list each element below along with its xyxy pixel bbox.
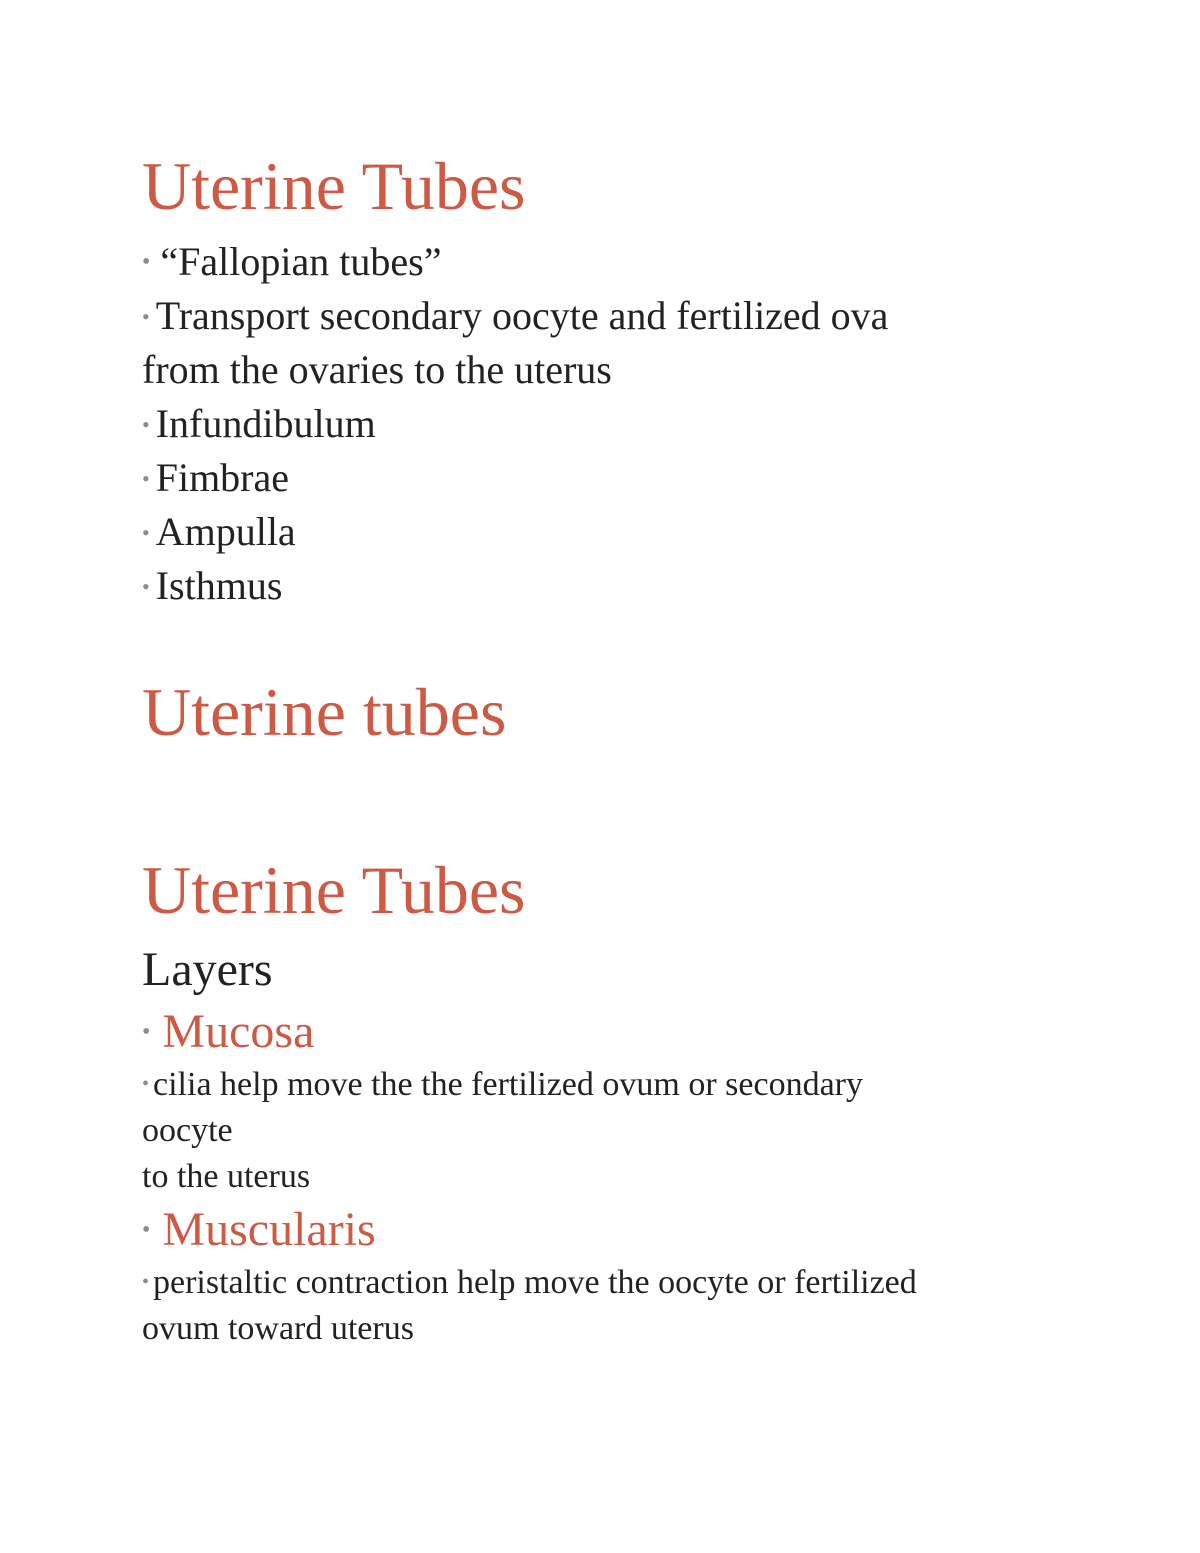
bullet-icon: • — [142, 1073, 150, 1096]
list-item — [142, 293, 889, 338]
mucosa-label: Mucosa — [162, 1005, 315, 1058]
muscularis-detail-continuation: ovum toward uterus — [142, 1310, 414, 1347]
list-item — [142, 509, 296, 554]
list-item — [142, 239, 442, 284]
bullet-icon: • — [142, 411, 150, 437]
list-item-text: Isthmus — [155, 563, 283, 608]
list-item — [142, 563, 283, 608]
list-item — [142, 455, 290, 500]
mucosa-detail-continuation: oocyte — [142, 1112, 233, 1149]
bullet-icon: • — [142, 573, 150, 599]
slide3-title: Uterine Tubes — [142, 852, 526, 928]
bullet-icon: • — [142, 465, 150, 491]
list-item-continuation: from the ovaries to the uterus — [142, 347, 612, 392]
list-item-text: Fimbrae — [155, 455, 290, 500]
list-item-text: “Fallopian tubes” — [160, 239, 442, 284]
mucosa-heading — [142, 1005, 315, 1058]
muscularis-detail-text: peristaltic contraction help move the oocyte or fertilized — [153, 1264, 917, 1301]
bullet-icon: • — [142, 1271, 150, 1294]
slide1-title: Uterine Tubes — [142, 148, 526, 224]
bullet-icon: • — [142, 248, 151, 275]
bullet-icon: • — [142, 519, 150, 545]
mucosa-detail-text: cilia help move the the fertilized ovum or secondary — [153, 1066, 863, 1103]
list-item — [142, 401, 376, 446]
mucosa-detail-continuation: to the uterus — [142, 1158, 311, 1195]
bullet-icon: • — [142, 1216, 151, 1243]
list-item-text: Transport secondary oocyte and fertilized ova — [155, 293, 889, 338]
slide2-title: Uterine tubes — [142, 674, 507, 750]
bullet-icon: • — [142, 1018, 151, 1045]
bullet-icon: • — [142, 303, 150, 329]
layers-subtitle: Layers — [142, 943, 273, 996]
mucosa-detail — [142, 1068, 863, 1102]
list-item-text: Ampulla — [155, 509, 296, 554]
muscularis-heading — [142, 1203, 376, 1256]
muscularis-detail — [142, 1266, 917, 1300]
muscularis-label: Muscularis — [162, 1203, 376, 1256]
list-item-text: Infundibulum — [155, 401, 376, 446]
